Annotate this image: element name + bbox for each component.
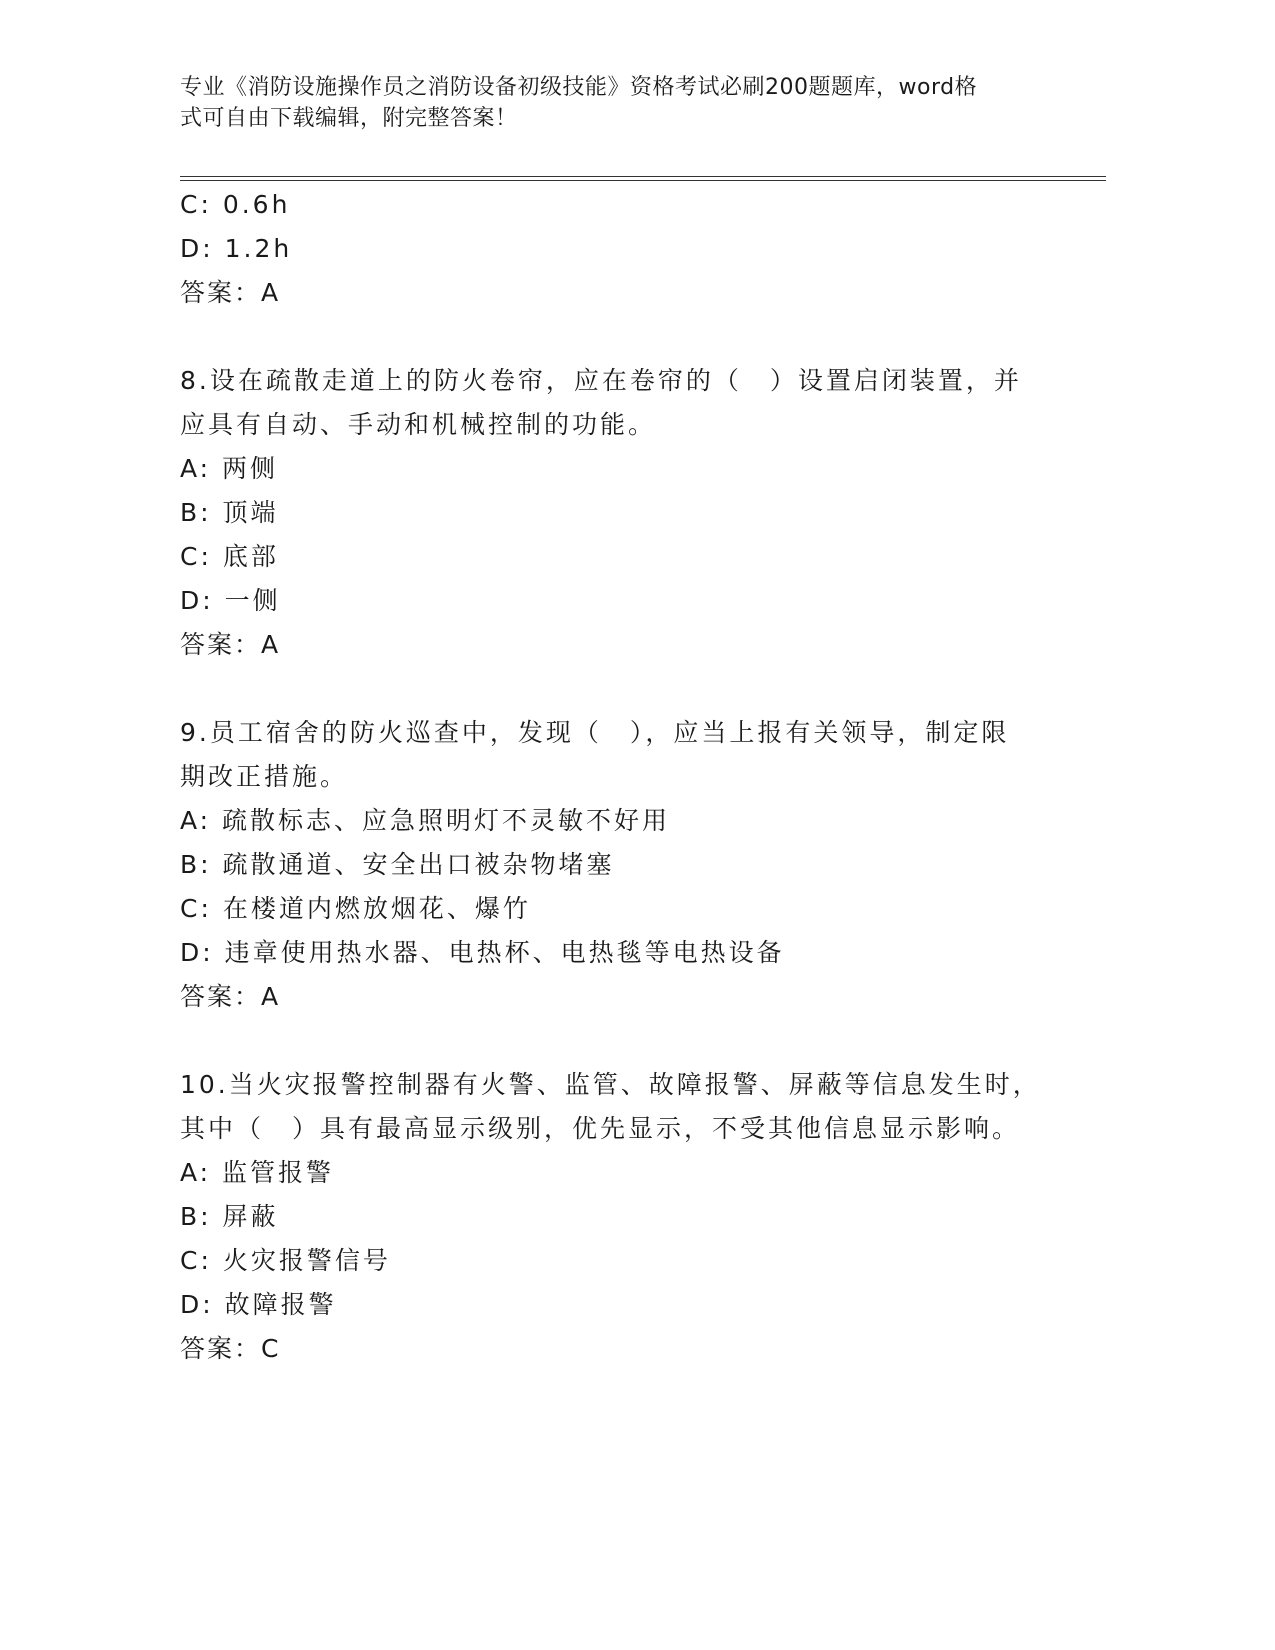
question-9 (180, 711, 1060, 1019)
option-d: D: 违章使用热水器、电热杯、电热毯等电热设备 (180, 938, 785, 967)
document-header (180, 72, 1040, 134)
question-stem-line: 其中（ ）具有最高显示级别，优先显示，不受其他信息显示影响。 (180, 1114, 1021, 1143)
question-spacer (180, 667, 1060, 711)
question-spacer (180, 315, 1060, 359)
option-b: B: 顶端 (180, 498, 279, 527)
option-a: A: 两侧 (180, 454, 279, 483)
option-d: D: 一侧 (180, 586, 281, 615)
option-c: C: 底部 (180, 542, 279, 571)
question-stem-line: 10.当火灾报警控制器有火警、监管、故障报警、屏蔽等信息发生时， (180, 1070, 1041, 1099)
option-b: B: 屏蔽 (180, 1202, 279, 1231)
option-a: A: 疏散标志、应急照明灯不灵敏不好用 (180, 806, 671, 835)
question-8 (180, 359, 1060, 667)
header-divider (180, 176, 1106, 181)
question-10 (180, 1063, 1060, 1371)
question-stem-line: 期改正措施。 (180, 762, 349, 791)
answer-line: 答案：A (180, 278, 281, 307)
question-stem-line: 8.设在疏散走道上的防火卷帘，应在卷帘的（ ）设置启闭装置，并 (180, 366, 1022, 395)
header-line-1: 专业《消防设施操作员之消防设备初级技能》资格考试必刷200题题库，word格 (180, 75, 978, 100)
option-a: A: 监管报警 (180, 1158, 335, 1187)
option-b: B: 疏散通道、安全出口被杂物堵塞 (180, 850, 615, 879)
question-7-tail (180, 183, 1060, 315)
question-spacer (180, 1019, 1060, 1063)
option-c: C: 在楼道内燃放烟花、爆竹 (180, 894, 531, 923)
option-d: D: 故障报警 (180, 1290, 337, 1319)
option-d: D: 1.2h (180, 234, 293, 263)
answer-line: 答案：A (180, 630, 281, 659)
option-c: C: 0.6h (180, 190, 291, 219)
answer-line: 答案：A (180, 982, 281, 1011)
answer-line: 答案：C (180, 1334, 281, 1363)
question-list (180, 183, 1060, 1371)
header-line-2: 式可自由下载编辑，附完整答案！ (180, 106, 518, 131)
option-c: C: 火灾报警信号 (180, 1246, 391, 1275)
question-stem-line: 9.员工宿舍的防火巡查中，发现（ ），应当上报有关领导，制定限 (180, 718, 1010, 747)
question-stem-line: 应具有自动、手动和机械控制的功能。 (180, 410, 657, 439)
